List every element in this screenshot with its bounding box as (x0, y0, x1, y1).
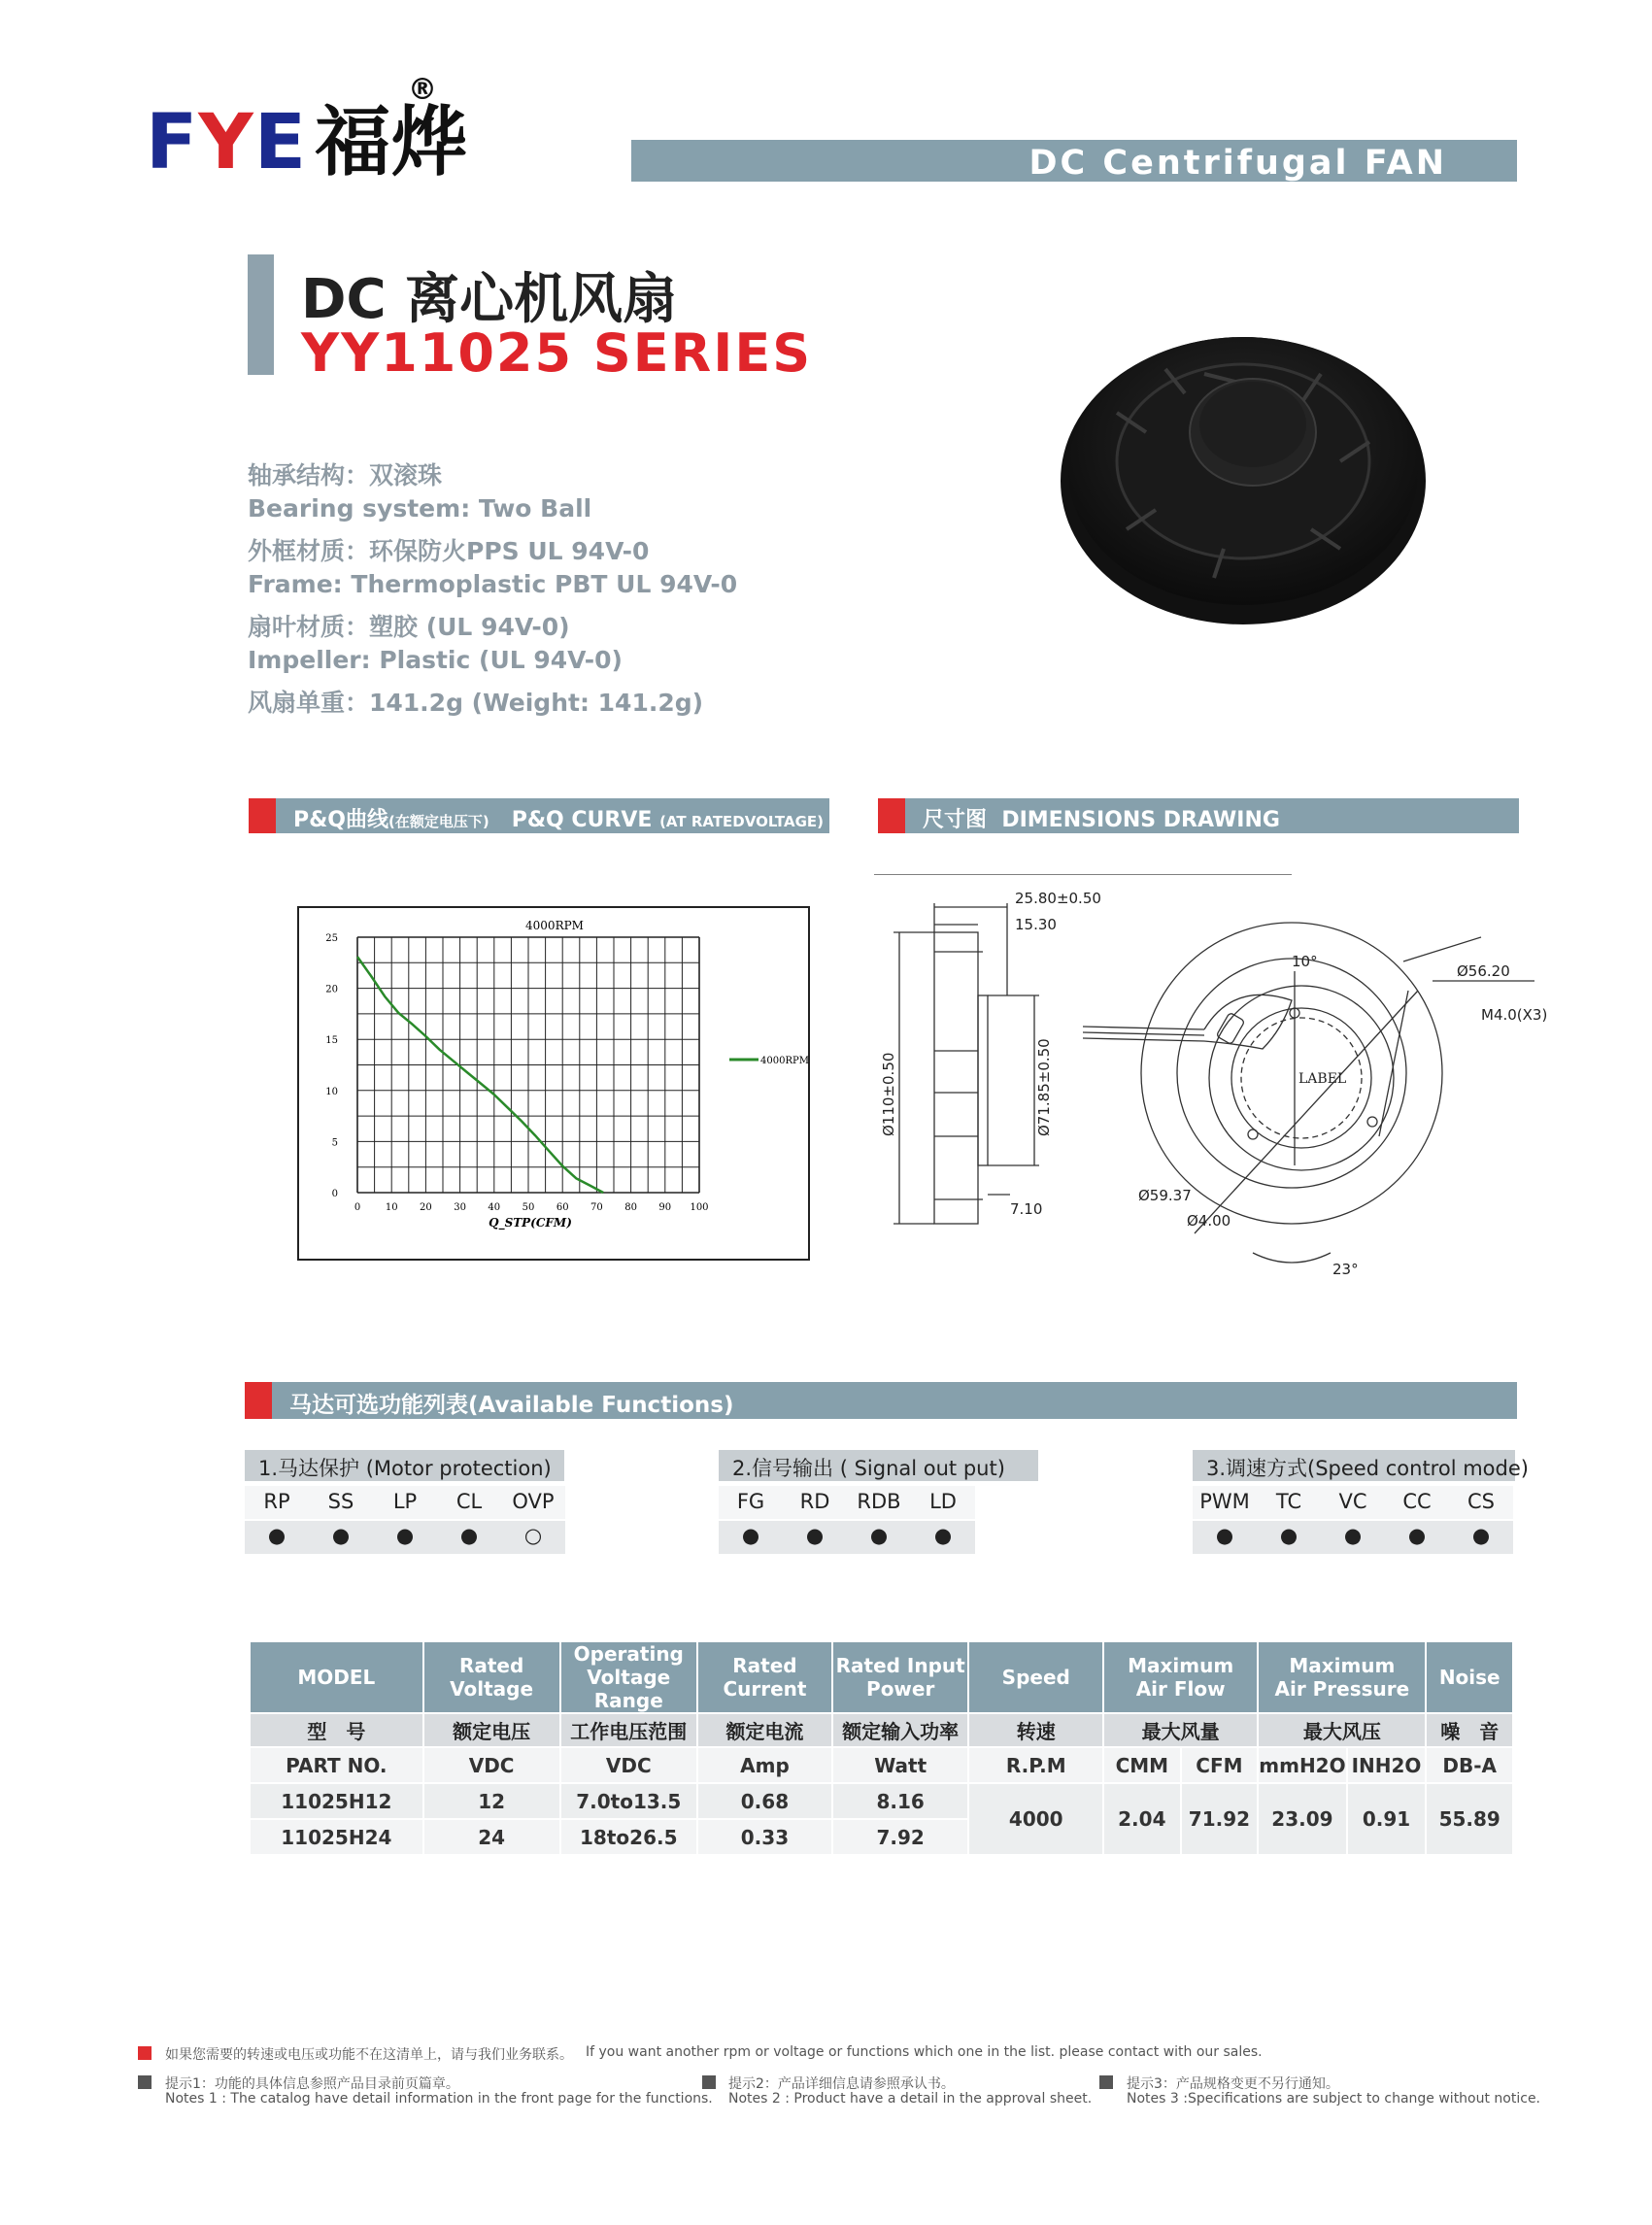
note-bullet (702, 2075, 716, 2089)
spec-line-4: Frame: Thermoplastic PBT UL 94V-0 (248, 570, 738, 598)
function-code: TC (1275, 1490, 1302, 1513)
function-code: CS (1467, 1490, 1495, 1513)
x-tick-label: 60 (556, 1202, 569, 1213)
function-code: CC (1402, 1490, 1432, 1513)
x-tick-label: 10 (385, 1202, 398, 1213)
function-group-title: 1.马达保护 (Motor protection) (258, 1457, 552, 1480)
function-code: CL (455, 1490, 483, 1513)
cell-inh2o: 0.91 (1347, 1783, 1427, 1855)
unit-amp: Amp (697, 1747, 832, 1783)
th-operating-range: Operating Voltage Range (560, 1641, 697, 1713)
function-availability-mark: ● (869, 1524, 889, 1547)
cell-power: 7.92 (832, 1819, 969, 1855)
function-code: RP (263, 1490, 290, 1513)
cell-range: 18to26.5 (560, 1819, 697, 1855)
function-availability-mark: ○ (523, 1524, 543, 1547)
cell-range: 7.0to13.5 (560, 1783, 697, 1819)
y-tick-label: 15 (325, 1035, 338, 1047)
function-code: VC (1338, 1490, 1367, 1513)
function-marks-row (1193, 1521, 1513, 1554)
th-air-flow: Maximum Air Flow (1103, 1641, 1258, 1713)
cell-model: 11025H12 (250, 1783, 423, 1819)
spec-line-1: 轴承结构：双滚珠 (248, 461, 443, 489)
y-tick-label: 10 (325, 1086, 338, 1097)
category-banner-text: DC Centrifugal FAN (1028, 144, 1447, 183)
dim-flange: 7.10 (1010, 1200, 1043, 1218)
category-banner (631, 140, 1517, 182)
note-contact-cn: 如果您需要的转速或电压或功能不在这清单上，请与我们业务联系。 (165, 2047, 573, 2063)
note-2-cn: 提示2：产品详细信息请参照承认书。 (728, 2076, 955, 2092)
chart-x-axis-label: Q_STP(CFM) (489, 1216, 572, 1230)
function-availability-mark: ● (1215, 1524, 1234, 1547)
dim-outer-diameter: Ø110±0.50 (880, 1052, 897, 1136)
y-tick-label: 0 (331, 1189, 338, 1199)
function-code: LD (929, 1490, 957, 1513)
th-cn-model: 型 号 (250, 1713, 423, 1747)
x-tick-label: 40 (488, 1202, 501, 1213)
product-title-cn: DC 离心机风扇 (301, 268, 678, 331)
function-codes-row (245, 1486, 565, 1519)
x-tick-label: 0 (354, 1202, 361, 1213)
cell-current: 0.33 (697, 1819, 832, 1855)
dim-screw: M4.0(X3) (1481, 1006, 1548, 1024)
function-code: FG (736, 1490, 765, 1513)
function-availability-mark: ● (1279, 1524, 1298, 1547)
function-group-header (1193, 1450, 1529, 1481)
chart-title: 4000RPM (525, 919, 584, 932)
function-group-title: 2.信号输出 ( Signal out put) (732, 1457, 1005, 1480)
dim-inlet-diameter: Ø71.85±0.50 (1035, 1038, 1053, 1136)
note-1-cn: 提示1：功能的具体信息参照产品目录前页篇章。 (165, 2076, 459, 2092)
brand-logo (146, 73, 469, 186)
function-availability-mark: ● (267, 1524, 287, 1547)
th-rated-current: Rated Current (697, 1641, 832, 1713)
cell-speed: 4000 (968, 1783, 1103, 1855)
unit-part: PART NO. (250, 1747, 423, 1783)
x-tick-label: 90 (658, 1202, 672, 1213)
x-tick-label: 30 (454, 1202, 466, 1213)
pq-title-en-small: (AT RATEDVOLTAGE) (659, 813, 825, 830)
function-code: LP (392, 1490, 418, 1513)
unit-cfm: CFM (1181, 1747, 1259, 1783)
cell-cmm: 2.04 (1103, 1783, 1181, 1855)
function-availability-mark: ● (1471, 1524, 1491, 1547)
dim-hub-depth: 15.30 (1015, 916, 1057, 933)
th-noise: Noise (1426, 1641, 1513, 1713)
function-code: RD (799, 1490, 830, 1513)
dim-hole: Ø4.00 (1187, 1212, 1231, 1230)
spec-line-2: Bearing system: Two Ball (248, 494, 592, 523)
function-code: OVP (512, 1490, 555, 1513)
spec-line-3: 外框材质：环保防火PPS UL 94V-0 (248, 537, 650, 565)
x-tick-label: 50 (522, 1202, 535, 1213)
function-availability-mark: ● (805, 1524, 825, 1547)
table-header-cn (250, 1713, 1513, 1747)
note-1-en: Notes 1 : The catalog have detail information in the front page for the functions. (165, 2091, 713, 2107)
function-group-title: 3.调速方式(Speed control mode) (1206, 1457, 1529, 1480)
th-cn-power: 额定输入功率 (832, 1713, 969, 1747)
table-row (250, 1783, 1513, 1819)
table-header-en (250, 1641, 1513, 1713)
function-availability-mark: ● (459, 1524, 479, 1547)
function-group-header (245, 1450, 564, 1481)
unit-vdc: VDC (423, 1747, 560, 1783)
cell-current: 0.68 (697, 1783, 832, 1819)
function-code: PWM (1199, 1490, 1250, 1513)
y-tick-label: 5 (331, 1137, 338, 1149)
legend-label: 4000RPM (760, 1056, 809, 1066)
function-marks-row (719, 1521, 975, 1554)
function-availability-mark: ● (1343, 1524, 1363, 1547)
unit-inh2o: INH2O (1347, 1747, 1427, 1783)
y-tick-label: 20 (325, 984, 338, 995)
cell-noise: 55.89 (1426, 1783, 1513, 1855)
fan-product-image (1059, 316, 1428, 636)
x-tick-label: 80 (624, 1202, 637, 1213)
function-availability-mark: ● (933, 1524, 953, 1547)
th-rated-power: Rated Input Power (832, 1641, 969, 1713)
unit-cmm: CMM (1103, 1747, 1181, 1783)
label-area: LABEL (1298, 1071, 1347, 1087)
note-bullet-red (138, 2046, 152, 2060)
note-bullet (1099, 2075, 1113, 2089)
dimensions-section-bar (878, 798, 1519, 833)
cell-voltage: 24 (423, 1819, 560, 1855)
spec-line-7: 风扇单重：141.2g (Weight: 141.2g) (248, 689, 704, 717)
dim-angle-23: 23° (1332, 1261, 1359, 1278)
function-availability-mark: ● (741, 1524, 760, 1547)
dim-hub-diameter: Ø56.20 (1457, 962, 1510, 980)
unit-watt: Watt (832, 1747, 969, 1783)
pq-title-en: P&Q CURVE (511, 808, 653, 832)
note-contact-en: If you want another rpm or voltage or functions which one in the list. please contact with our sales. (586, 2044, 1263, 2060)
dimensions-drawing (874, 874, 1554, 1292)
pq-curve-section-bar (249, 798, 829, 833)
logo-latin: FYE (146, 99, 308, 186)
functions-section-bar (245, 1382, 1517, 1419)
cell-power: 8.16 (832, 1783, 969, 1819)
unit-mmh2o: mmH2O (1258, 1747, 1346, 1783)
chart-ticks (325, 933, 708, 1213)
cell-voltage: 12 (423, 1783, 560, 1819)
note-bullet (138, 2075, 152, 2089)
th-air-pressure: Maximum Air Pressure (1258, 1641, 1426, 1713)
function-availability-mark: ● (395, 1524, 415, 1547)
spec-line-6: Impeller: Plastic (UL 94V-0) (248, 646, 623, 674)
dim-pcd: Ø59.37 (1138, 1187, 1192, 1204)
th-cn-current: 额定电流 (697, 1713, 832, 1747)
logo-cn: 福烨 (315, 99, 469, 186)
function-code: SS (327, 1490, 354, 1513)
function-availability-mark: ● (1407, 1524, 1427, 1547)
pq-title-cn: P&Q曲线 (293, 808, 389, 832)
th-cn-speed: 转速 (968, 1713, 1103, 1747)
pq-title-cn-small: (在额定电压下) (388, 813, 489, 830)
th-cn-pressure: 最大风压 (1258, 1713, 1426, 1747)
note-3-en: Notes 3 :Specifications are subject to change without notice. (1127, 2091, 1541, 2107)
th-cn-range: 工作电压范围 (560, 1713, 697, 1747)
th-model: MODEL (250, 1641, 423, 1713)
spec-line-5: 扇叶材质：塑胶 (UL 94V-0) (248, 613, 570, 641)
chart-grid (357, 937, 699, 1193)
product-series: YY11025 SERIES (301, 322, 813, 384)
functions-title: 马达可选功能列表(Available Functions) (289, 1393, 734, 1418)
title-accent-bar (248, 254, 274, 375)
th-cn-rated-voltage: 额定电压 (423, 1713, 560, 1747)
dim-title-en: DIMENSIONS DRAWING (1001, 808, 1280, 832)
cell-mmh2o: 23.09 (1258, 1783, 1346, 1855)
spec-table (249, 1640, 1514, 1856)
function-group-header (719, 1450, 1038, 1481)
y-tick-label: 25 (325, 933, 338, 944)
cell-model: 11025H24 (250, 1819, 423, 1855)
th-cn-flow: 最大风量 (1103, 1713, 1258, 1747)
th-cn-noise: 噪 音 (1426, 1713, 1513, 1747)
x-tick-label: 100 (690, 1202, 709, 1213)
note-2-en: Notes 2 : Product have a detail in the approval sheet. (728, 2091, 1093, 2107)
note-3-cn: 提示3：产品规格变更不另行通知。 (1127, 2076, 1339, 2092)
unit-dba: DB-A (1426, 1747, 1513, 1783)
function-marks-row (245, 1521, 565, 1554)
dim-angle-10: 10° (1292, 953, 1318, 970)
th-rated-voltage: Rated Voltage (423, 1641, 560, 1713)
registered-mark: ® (408, 73, 438, 107)
function-availability-mark: ● (331, 1524, 351, 1547)
dim-overall-depth: 25.80±0.50 (1015, 890, 1101, 907)
pq-chart (297, 906, 810, 1261)
function-codes-row (1193, 1486, 1513, 1519)
unit-vdc-range: VDC (560, 1747, 697, 1783)
function-code: RDB (857, 1490, 901, 1513)
function-codes-row (719, 1486, 975, 1519)
th-speed: Speed (968, 1641, 1103, 1713)
x-tick-label: 20 (420, 1202, 432, 1213)
x-tick-label: 70 (590, 1202, 603, 1213)
series-line-4000rpm (357, 957, 603, 1193)
dim-title-cn: 尺寸图 (923, 808, 988, 832)
cell-cfm: 71.92 (1181, 1783, 1259, 1855)
table-units-row (250, 1747, 1513, 1783)
unit-rpm: R.P.M (968, 1747, 1103, 1783)
